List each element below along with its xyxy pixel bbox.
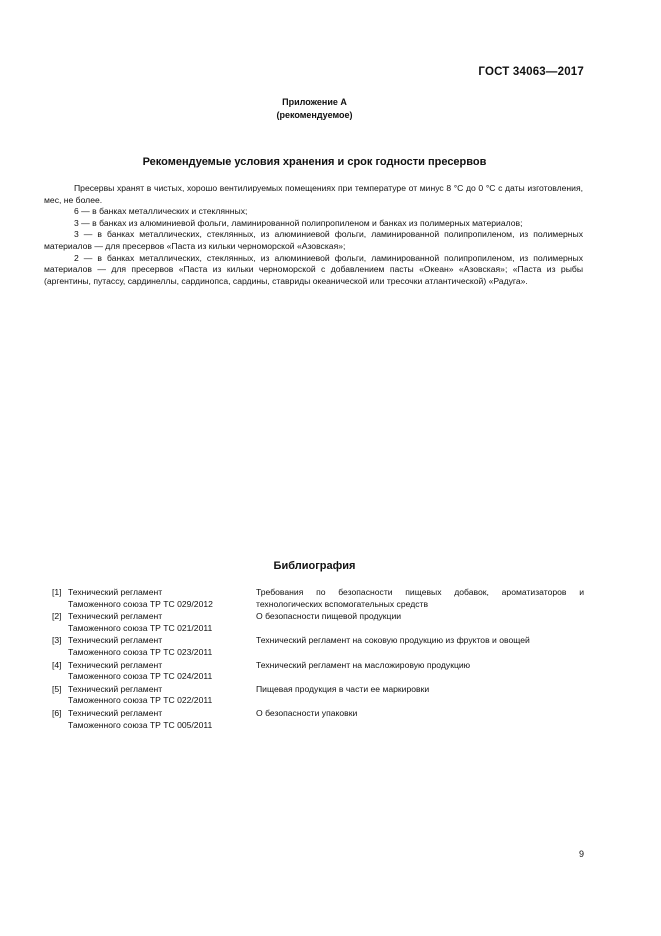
entry-source-line: Таможенного союза ТР ТС 021/2011 bbox=[68, 622, 213, 633]
entry-title: Пищевая продукция в части ее маркировки bbox=[256, 683, 430, 694]
entry-title: О безопасности упаковки bbox=[256, 707, 358, 718]
bibliography-entry bbox=[52, 660, 584, 683]
page-number: 9 bbox=[578, 849, 584, 859]
bibliography-entry bbox=[52, 587, 584, 610]
paragraph: 2 — в банках металлических, стеклянных, из алюминиевой фольги, ламинированной полипропиленом, из полимерных материалов — для пресервов «Паста из кильки черноморской с добавлением пасты «Океан» «Азовская»; «Паста из рыбы (аргентины, путассу, сардинеллы, сардинопса, сардины, ставриды океанической или тресочки атлантической) «Радуга». bbox=[44, 252, 583, 286]
appendix-label: Приложение А bbox=[282, 97, 347, 107]
entry-source-line: Таможенного союза ТР ТС 024/2011 bbox=[68, 671, 213, 682]
entry-source bbox=[68, 660, 256, 683]
paragraph: Пресервы хранят в чистых, хорошо вентилируемых помещениях при температуре от минус 8 °С до 0 °С с даты изготовления, мес, не более. bbox=[44, 183, 583, 205]
document-code: ГОСТ 34063—2017 bbox=[478, 66, 584, 78]
appendix-heading bbox=[0, 96, 629, 122]
paragraph: 3 — в банках металлических, стеклянных, из алюминиевой фольги, ламинированной полипропиленом, из полимерных материалов — для пресервов «Паста из кильки черноморской «Азовская»; bbox=[44, 229, 583, 251]
bibliography-entry bbox=[52, 611, 584, 634]
entry-source-line: Технический регламент bbox=[68, 707, 163, 718]
entry-source bbox=[68, 684, 256, 707]
entry-source-line: Таможенного союза ТР ТС 023/2011 bbox=[68, 646, 213, 657]
bibliography-list bbox=[52, 587, 584, 732]
appendix-status: (рекомендуемое) bbox=[276, 110, 353, 120]
entry-source-line: Технический регламент bbox=[68, 635, 163, 646]
paragraph: 3 — в банках из алюминиевой фольги, ламинированной полипропиленом и банках из полимерных материалов; bbox=[74, 217, 523, 228]
entry-source-line: Таможенного союза ТР ТС 022/2011 bbox=[68, 695, 213, 706]
bibliography-entry bbox=[52, 635, 584, 658]
entry-source-line: Таможенного союза ТР ТС 029/2012 bbox=[68, 598, 213, 609]
entry-source bbox=[68, 635, 256, 658]
entry-number: [2] bbox=[52, 611, 62, 622]
entry-source bbox=[68, 708, 256, 731]
entry-number: [6] bbox=[52, 707, 62, 718]
entry-title: Технический регламент на соковую продукцию из фруктов и овощей bbox=[256, 635, 530, 646]
bibliography-entry bbox=[52, 708, 584, 731]
entry-number: [4] bbox=[52, 659, 62, 670]
section-title: Рекомендуемые условия хранения и срок годности пресервов bbox=[142, 156, 487, 168]
entry-source-line: Таможенного союза ТР ТС 005/2011 bbox=[68, 719, 213, 730]
entry-source-line: Технический регламент bbox=[68, 611, 163, 622]
entry-source-line: Технический регламент bbox=[68, 683, 163, 694]
entry-source-line: Технический регламент bbox=[68, 659, 163, 670]
entry-title: Технический регламент на масложировую продукцию bbox=[256, 659, 471, 670]
entry-source bbox=[68, 611, 256, 634]
paragraph: 6 — в банках металлических и стеклянных; bbox=[74, 206, 248, 217]
entry-title: Требования по безопасности пищевых добавок, ароматизаторов и технологических вспомогательных средств bbox=[256, 587, 584, 609]
storage-conditions-text bbox=[44, 183, 583, 287]
entry-number: [1] bbox=[52, 587, 62, 597]
bibliography-entry bbox=[52, 684, 584, 707]
entry-source-line: Технический регламент bbox=[68, 587, 163, 597]
bibliography-title: Библиография bbox=[273, 560, 356, 572]
entry-source bbox=[68, 587, 256, 610]
entry-number: [3] bbox=[52, 635, 62, 646]
entry-title: О безопасности пищевой продукции bbox=[256, 611, 402, 622]
entry-number: [5] bbox=[52, 683, 62, 694]
